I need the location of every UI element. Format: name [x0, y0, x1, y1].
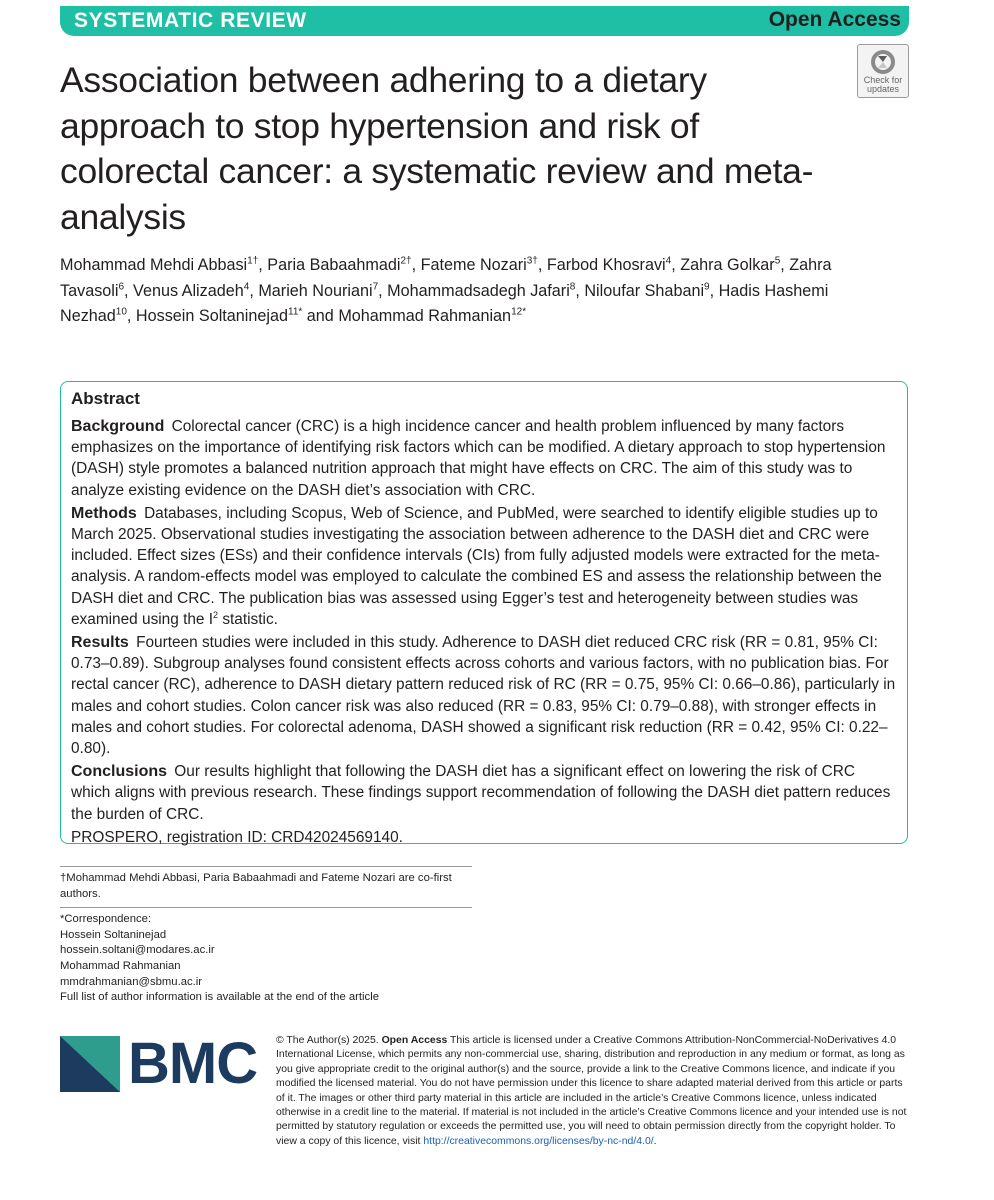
author-name[interactable]: Mohammad Rahmanian: [338, 307, 512, 325]
author-affiliation: 10: [115, 306, 127, 318]
abstract-methods: [71, 503, 897, 630]
license-period: .: [653, 1135, 657, 1147]
background-text: Colorectal cancer (CRC) is a high incidence cancer and health problem influenced by many factors emphasizes on the importance of identifying risk factors which can be modified. A dietary approach to stop hypertension (DASH) style promotes a balanced nutrition approach that might have effects on CRC. The aim of this study was to analyze existing evidence on the DASH diet’s association with CRC.: [71, 418, 886, 499]
author-separator: ,: [709, 281, 719, 300]
footnote-rule: [60, 907, 472, 908]
open-access-label: Open Access: [768, 8, 901, 31]
author-affiliation: 12*: [511, 306, 527, 318]
author-affiliation: 7: [372, 281, 379, 293]
license-text: [276, 1034, 908, 1149]
footnote-rule: [60, 866, 472, 867]
methods-label: Methods: [71, 504, 137, 522]
author-separator: and: [302, 307, 339, 325]
author-affiliation: 2†: [400, 255, 412, 267]
conclusions-text: Our results highlight that following the DASH diet has a significant effect on lowering the risk of CRC which aligns with previous research. These findings support recommendation of following the DASH diet pattern reduces the burden of CRC.: [71, 763, 891, 823]
author-affiliation: 4: [243, 281, 250, 293]
author-separator: ,: [124, 281, 134, 300]
author-affiliation: 6: [118, 281, 125, 293]
methods-text: Databases, including Scopus, Web of Science, and PubMed, were searched to identify eligible studies up to March 2025. Observational studies investigating the association between adherence to the DASH diet and CRC were included. Effect sizes (ESs) and their confidence intervals (CIs) from fully adjusted models were extracted for the meta-analysis. A random-effects model was employed to calculate the combined ES and assess the relationship between the DASH diet and CRC. The publication bias was assessed using Egger’s test and heterogeneity between studies was examined using the I: [71, 504, 882, 628]
author-info-note: Full list of author information is available at the end of the article: [60, 991, 379, 1004]
methods-text-end: statistic.: [218, 610, 278, 628]
abstract-box: [60, 381, 908, 844]
abstract-results: [71, 632, 897, 759]
author-name[interactable]: Hadis Hashemi Nezhad: [60, 281, 829, 325]
author-affiliation: 9: [704, 281, 710, 293]
abstract-heading: Abstract: [71, 389, 140, 408]
author-name[interactable]: Venus Alizadeh: [133, 281, 244, 300]
correspondent-email[interactable]: hossein.soltani@modares.ac.ir: [60, 944, 215, 957]
bmc-logo-mark: [60, 1036, 120, 1092]
author-name[interactable]: Paria Babaahmadi: [267, 256, 401, 274]
author-separator: ,: [671, 256, 681, 274]
author-separator: ,: [411, 256, 421, 274]
license-open-access: Open Access: [381, 1035, 448, 1046]
author-separator: ,: [249, 281, 259, 300]
conclusions-label: Conclusions: [71, 763, 168, 781]
footnotes: [60, 866, 472, 1011]
correspondent-email[interactable]: mmdrahmanian@sbmu.ac.ir: [60, 975, 203, 988]
abstract-conclusions: [71, 761, 897, 825]
i2-superscript: 2: [213, 609, 219, 620]
author-affiliation: 3†: [526, 255, 538, 267]
correspondent-name: Mohammad Rahmanian: [60, 959, 181, 972]
cofirst-note: †Mohammad Mehdi Abbasi, Paria Babaahmadi and Fateme Nozari are co-first authors.: [60, 872, 452, 900]
author-name[interactable]: Mohammadsadegh Jafari: [387, 281, 570, 300]
license-body: This article is licensed under a Creative Commons Attribution-NonCommercial-NoDerivatives 4.0 International License, which permits any non-commercial use, sharing, distribution and reproduction in any medium or format, as long as you give appropriate credit to the original author(s) and the source, provide a link to the Creative Commons licence, and indicate if you modified the licensed material. You do not have permission under this licence to share adapted material derived from this article or parts of it. The images or other third party material in this article are included in the article’s Creative Commons licence, unless indicated otherwise in a credit line to the material. If material is not included in the article’s Creative Commons licence and your intended use is not permitted by statutory regulation or exceeds the permitted use, you will need to obtain permission directly from the copyright holder. To view a copy of this licence, visit: [276, 1035, 907, 1147]
author-affiliation: 5: [774, 255, 781, 267]
correspondence-heading: *Correspondence:: [60, 913, 152, 926]
author-separator: ,: [780, 256, 790, 274]
article-title: Association between adhering to a dietary approach to stop hypertension and risk of colorectal cancer: a systematic review and meta-analysis: [60, 60, 814, 237]
license-link[interactable]: http://creativecommons.org/licenses/by-nc-nd/4.0/: [423, 1135, 654, 1147]
author-name[interactable]: Mohammad Mehdi Abbasi: [60, 256, 248, 274]
author-affiliation: 11*: [288, 306, 303, 318]
registration-line: PROSPERO, registration ID: CRD42024569140.: [71, 828, 403, 846]
author-name[interactable]: Hossein Soltaninejad: [135, 307, 289, 325]
author-separator: ,: [537, 256, 547, 274]
author-separator: ,: [378, 281, 388, 300]
background-label: Background: [71, 418, 165, 435]
check-for-label: Check for: [863, 75, 903, 85]
correspondence-block: [60, 912, 472, 1006]
author-list: [60, 253, 900, 330]
header-banner: [60, 6, 909, 36]
updates-label: updates: [866, 84, 900, 94]
author-name[interactable]: Marieh Nouriani: [258, 281, 373, 300]
author-separator: ,: [575, 281, 585, 300]
author-name[interactable]: Zahra Tavasoli: [60, 256, 832, 300]
author-name[interactable]: Fateme Nozari: [420, 256, 527, 274]
author-affiliation: 4: [665, 255, 672, 267]
author-separator: ,: [258, 256, 268, 274]
check-for-updates-badge[interactable]: [857, 44, 909, 98]
abstract-background: [71, 416, 897, 501]
author-name[interactable]: Niloufar Shabani: [584, 281, 705, 300]
bmc-logo-text: BMC: [128, 1031, 258, 1096]
author-name[interactable]: Farbod Khosravi: [546, 256, 666, 274]
author-affiliation: 8: [569, 281, 576, 293]
check-for-updates-icon: [870, 49, 896, 75]
copyright: © The Author(s) 2025.: [276, 1035, 379, 1046]
section-label: SYSTEMATIC REVIEW: [74, 9, 307, 32]
author-affiliation: 1†: [247, 255, 259, 267]
author-name[interactable]: Zahra Golkar: [680, 256, 775, 274]
results-label: Results: [71, 634, 129, 652]
results-text: Fourteen studies were included in this study. Adherence to DASH diet reduced CRC risk (RR = 0.81, 95% CI: 0.73–0.89). Subgroup analyses found consistent effects across cohorts and various factors, with no publication bias. For rectal cancer (RC), adherence to DASH dietary pattern reduced risk of RC (RR = 0.75, 95% CI: 0.66–0.86), particularly in males and cohort studies. Colon cancer risk was also reduced (RR = 0.83, 95% CI: 0.79–0.88), with stronger effects in males and cohort studies. For colorectal adenoma, DASH showed a significant risk reduction (RR = 0.42, 95% CI: 0.22–0.80).: [71, 634, 896, 758]
author-separator: ,: [126, 307, 136, 325]
correspondent-name: Hossein Soltaninejad: [60, 928, 167, 941]
